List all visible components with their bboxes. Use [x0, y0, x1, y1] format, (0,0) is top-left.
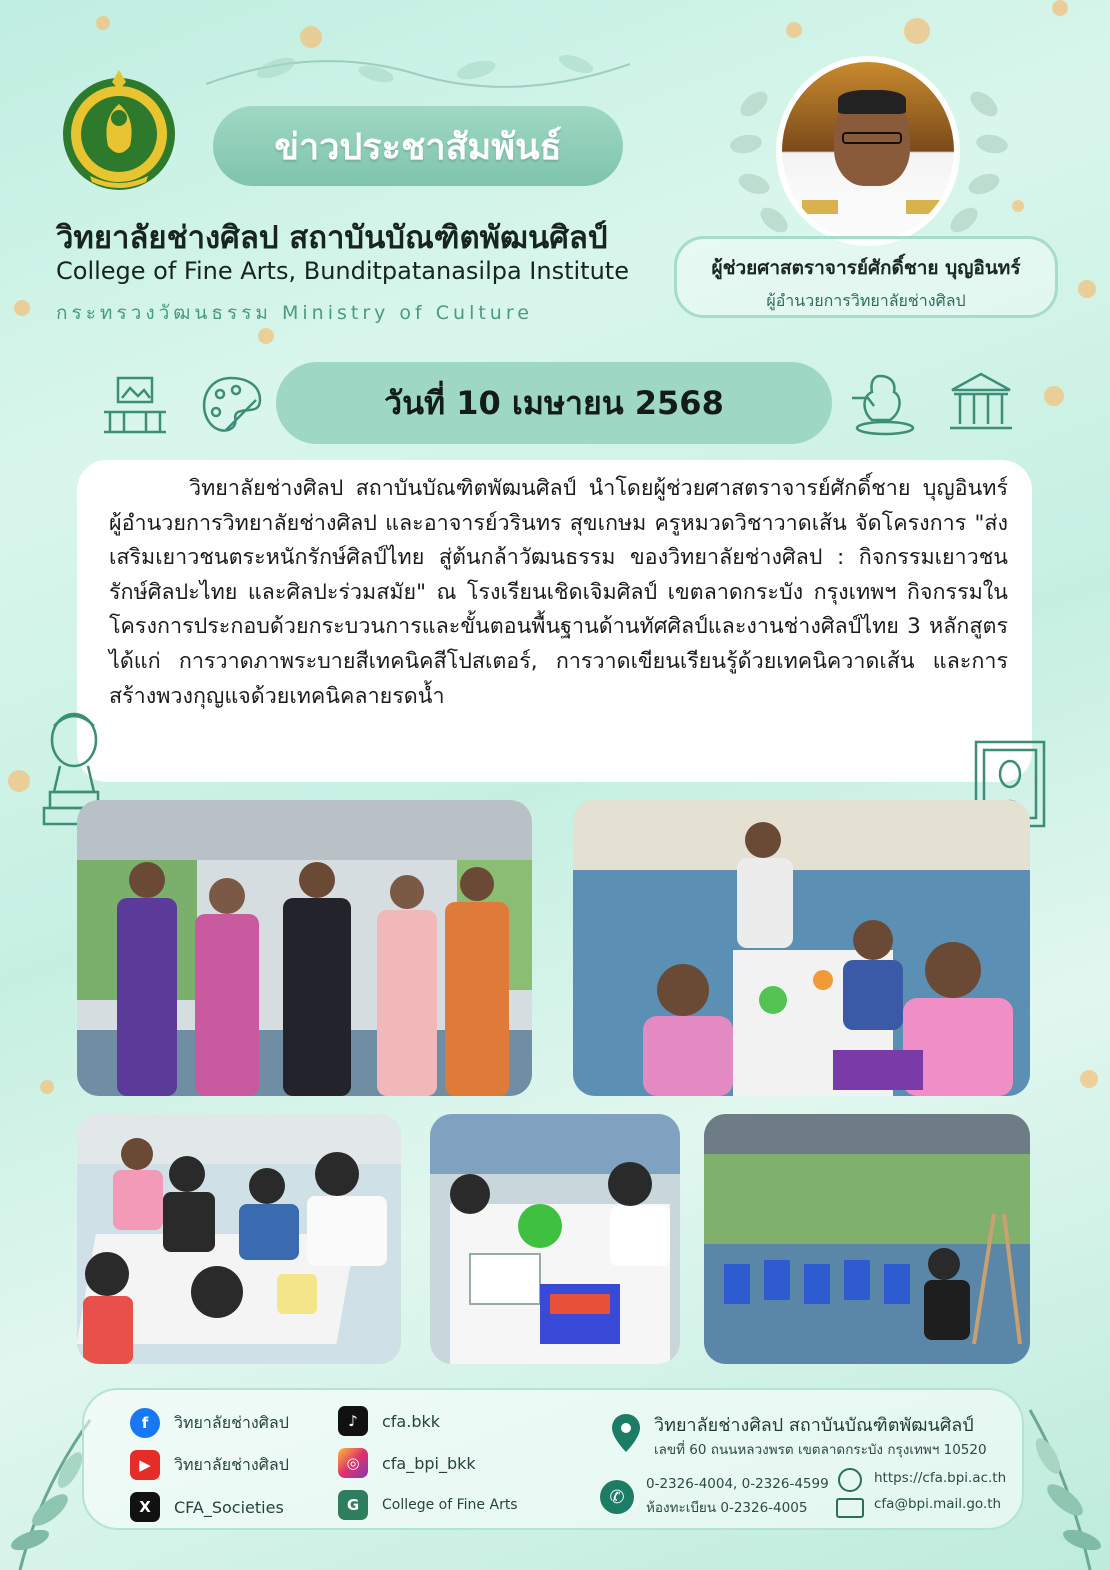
- email-icon: [836, 1498, 864, 1518]
- x-label: CFA_Societies: [174, 1497, 284, 1517]
- palette-icon: [196, 370, 266, 440]
- decor-dot: [8, 770, 30, 792]
- decor-dot: [1044, 386, 1064, 406]
- director-portrait: [776, 56, 960, 246]
- institution-name-thai: วิทยาลัยช่างศิลป สถาบันบัณฑิตพัฒนศิลป์: [56, 220, 608, 256]
- address-title: วิทยาลัยช่างศิลป สถาบันบัณฑิตพัฒนศิลป์: [654, 1415, 974, 1436]
- leaf-ornament-top: [196, 44, 640, 98]
- facebook-link[interactable]: [130, 1408, 289, 1438]
- email-link[interactable]: cfa@bpi.mail.go.th: [874, 1496, 1002, 1512]
- website-link[interactable]: https://cfa.bpi.ac.th: [874, 1470, 1007, 1486]
- map-icon: G: [338, 1490, 368, 1520]
- facebook-label: วิทยาลัยช่างศิลป: [174, 1412, 289, 1432]
- maps-label: College of Fine Arts: [382, 1497, 518, 1513]
- photo-students-painting-large: [573, 800, 1030, 1096]
- director-name-box: [674, 236, 1058, 318]
- instagram-link[interactable]: [338, 1448, 476, 1478]
- tiktok-link[interactable]: [338, 1406, 440, 1436]
- pottery-hand-icon: [850, 368, 920, 438]
- tiktok-icon: ♪: [338, 1406, 368, 1436]
- photo-students-table: [77, 1114, 401, 1364]
- address-line: เลขที่ 60 ถนนหลวงพรต เขตลาดกระบัง กรุงเทพฯ 10520: [654, 1442, 987, 1458]
- photo-watercolor-table: [430, 1114, 680, 1364]
- x-icon: X: [130, 1492, 160, 1522]
- youtube-link[interactable]: [130, 1450, 289, 1480]
- decor-dot: [1080, 1070, 1098, 1088]
- director-name: ผู้ช่วยศาสตราจารย์ศักดิ์ชาย บุญอินทร์: [711, 257, 1021, 279]
- article-body: วิทยาลัยช่างศิลป สถาบันบัณฑิตพัฒนศิลป์ นำโดยผู้ช่วยศาสตราจารย์ศักดิ์ชาย บุญอินทร์ ผู้อำนวยการวิทยาลัยช่างศิลป และอาจารย์วรินทร สุขเกษม ครูหมวดวิชาวาดเส้น จัดโครงการ "ส่งเสริมเยาวชนตระหนักรักษ์ศิลป์ไทย สู่ต้นกล้าวัฒนธรรม ของวิทยาลัยช่างศิลป : กิจกรรมเยาวชนรักษ์ศิลปะไทย และศิลปะร่วมสมัย" ณ โรงเรียนเชิดเจิมศิลป์ เขตลาดกระบัง กรุงเทพฯ กิจกรรมในโครงการประกอบด้วยกระบวนการและขั้นตอนพื้นฐานด้านทัศศิลป์และงานช่างศิลป์ไทย 3 หลักสูตร ได้แก่ การวาดภาพระบายสีเทคนิคสีโปสเตอร์, การวาดเขียนเรียนรู้ด้วยเทคนิควาดเส้น และการสร้างพวงกุญแจด้วยเทคนิคลายรดน้ำ: [109, 476, 1008, 709]
- instagram-icon: ◎: [338, 1448, 368, 1478]
- facebook-icon: f: [130, 1408, 160, 1438]
- leaf-ornament-bottom-right: [1010, 1400, 1110, 1570]
- decor-dot: [258, 328, 274, 344]
- institution-name-english: College of Fine Arts, Bunditpatanasilpa Institute: [56, 257, 629, 285]
- youtube-icon: ▶: [130, 1450, 160, 1480]
- ministry-label: กระทรวงวัฒนธรรม Ministry of Culture: [56, 302, 533, 324]
- decor-dot: [40, 1080, 54, 1094]
- globe-icon: [838, 1468, 862, 1492]
- date-pill: วันที่ 10 เมษายน 2568: [276, 362, 832, 444]
- gallery-icon: [100, 368, 170, 438]
- decor-dot: [786, 22, 802, 38]
- tiktok-label: cfa.bkk: [382, 1411, 441, 1431]
- phone-icon: ✆: [600, 1480, 634, 1514]
- article-card: [77, 460, 1032, 782]
- decor-dot: [96, 16, 110, 30]
- instagram-label: cfa_bpi_bkk: [382, 1453, 476, 1473]
- photo-staff-group: [77, 800, 532, 1096]
- youtube-label: วิทยาลัยช่างศิลป: [174, 1454, 289, 1474]
- phone-numbers[interactable]: 0-2326-4004, 0-2326-4599: [646, 1476, 829, 1492]
- decor-dot: [1078, 280, 1096, 298]
- decor-dot: [904, 18, 930, 44]
- x-link[interactable]: [130, 1492, 284, 1522]
- maps-link[interactable]: [338, 1490, 518, 1520]
- institute-logo: [60, 68, 178, 192]
- registrar-phone[interactable]: ห้องทะเบียน 0-2326-4005: [646, 1500, 808, 1516]
- news-title-pill: ข่าวประชาสัมพันธ์: [213, 106, 623, 186]
- location-pin-icon: [612, 1414, 640, 1452]
- decor-dot: [14, 300, 30, 316]
- museum-icon: [946, 368, 1016, 438]
- contact-footer: [82, 1388, 1024, 1530]
- director-position: ผู้อำนวยการวิทยาลัยช่างศิลป: [766, 291, 966, 310]
- photo-outdoor-class: [704, 1114, 1030, 1364]
- decor-dot: [1052, 0, 1068, 16]
